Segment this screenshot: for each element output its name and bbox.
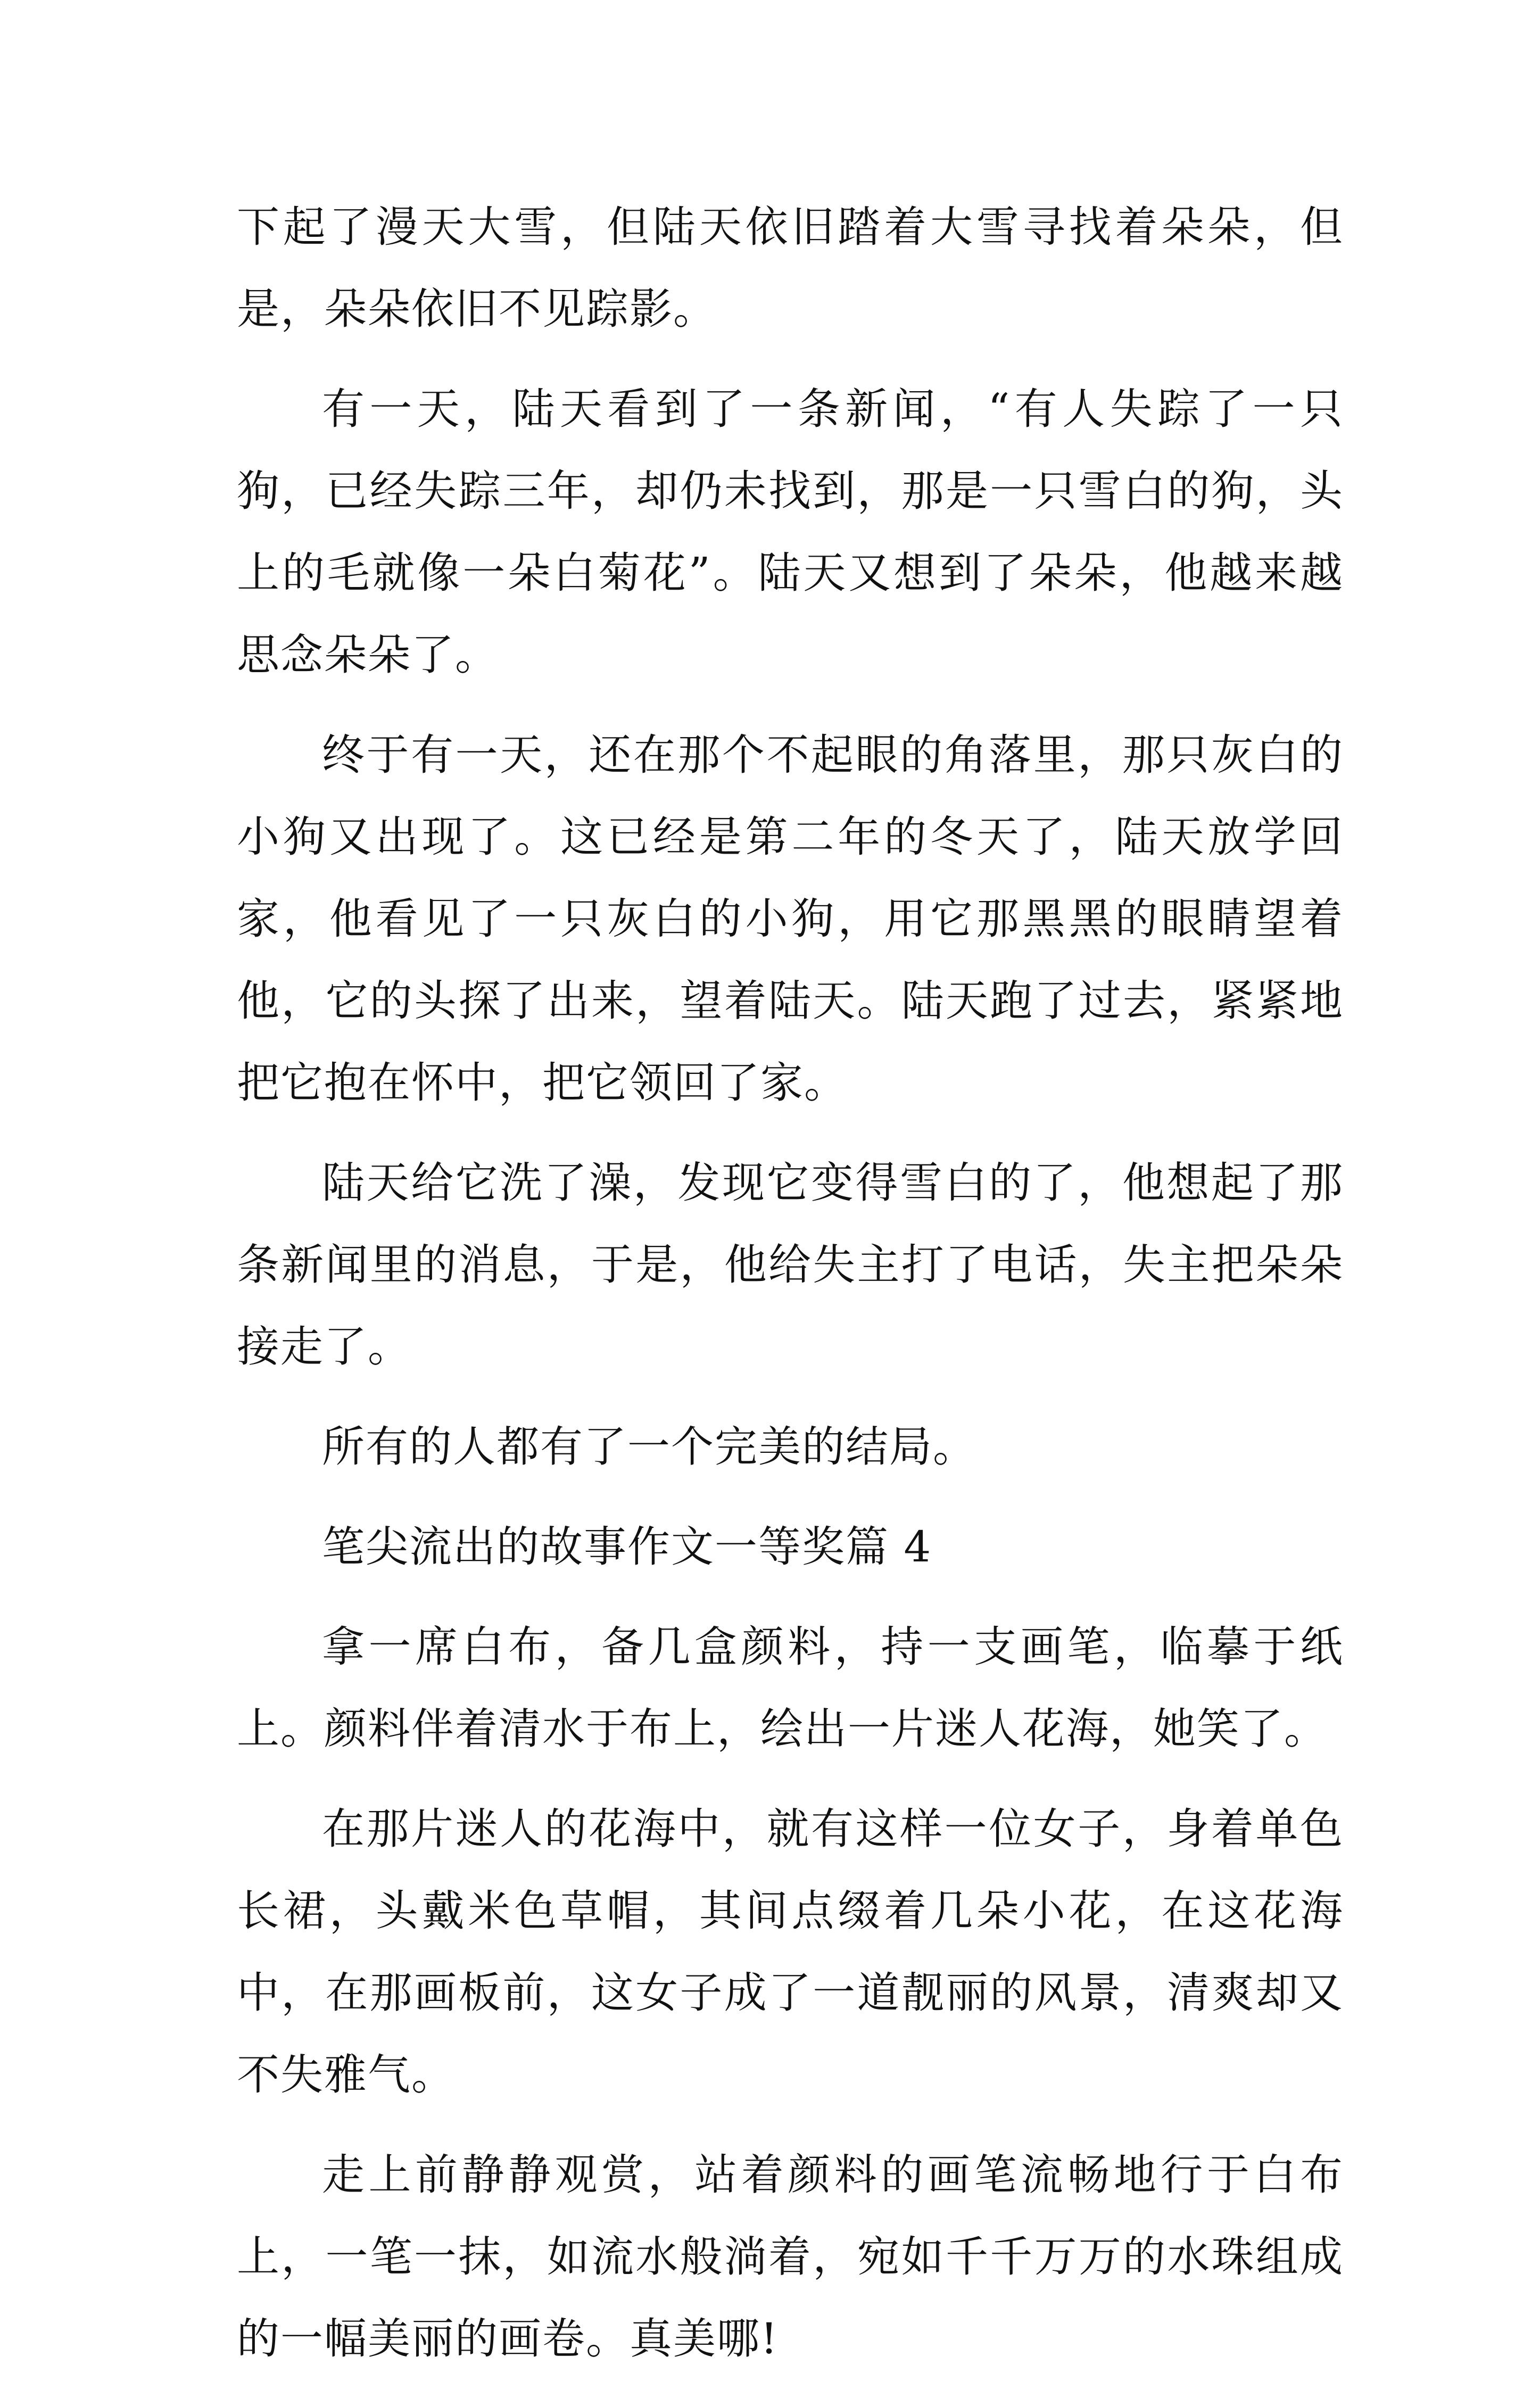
paragraph-7: 在那片迷人的花海中，就有这样一位女子，身着单色长裙，头戴米色草帽，其间点缀着几朵小花，在这花海中，在那画板前，这女子成了一道靓丽的风景，清爽却又不失雅气。 [237,1804,1344,2099]
paragraph-1: 下起了漫天大雪，但陆天依旧踏着大雪寻找着朵朵，但是，朵朵依旧不见踪影。 [237,202,1344,334]
document-body [237,186,1344,2398]
paragraph-8: 走上前静静观赏，站着颜料的画笔流畅地行于白布上，一笔一抹，如流水般淌着，宛如千千万万的水珠组成的一幅美丽的画卷。真美哪! [237,2150,1344,2363]
paragraph-5: 所有的人都有了一个完美的结局。 [322,1422,976,1471]
paragraph-3: 终于有一天，还在那个不起眼的角落里，那只灰白的小狗又出现了。这已经是第二年的冬天了，陆天放学回家，他看见了一只灰白的小狗，用它那黑黑的眼睛望着他，它的头探了出来，望着陆天。陆天跑了过去，紧紧地把它抱在怀中，把它领回了家。 [237,730,1344,1107]
paragraph-6: 拿一席白布，备几盒颜料，持一支画笔，临摹于纸上。颜料伴着清水于布上，绘出一片迷人花海，她笑了。 [237,1622,1344,1754]
paragraph-4: 陆天给它洗了澡，发现它变得雪白的了，他想起了那条新闻里的消息，于是，他给失主打了电话，失主把朵朵接走了。 [237,1158,1344,1371]
paragraph-2: 有一天，陆天看到了一条新闻，“有人失踪了一只狗，已经失踪三年，却仍未找到，那是一只雪白的狗，头上的毛就像一朵白菊花”。陆天又想到了朵朵，他越来越思念朵朵了。 [237,384,1344,680]
section-heading: 笔尖流出的故事作文一等奖篇 4 [322,1522,932,1572]
